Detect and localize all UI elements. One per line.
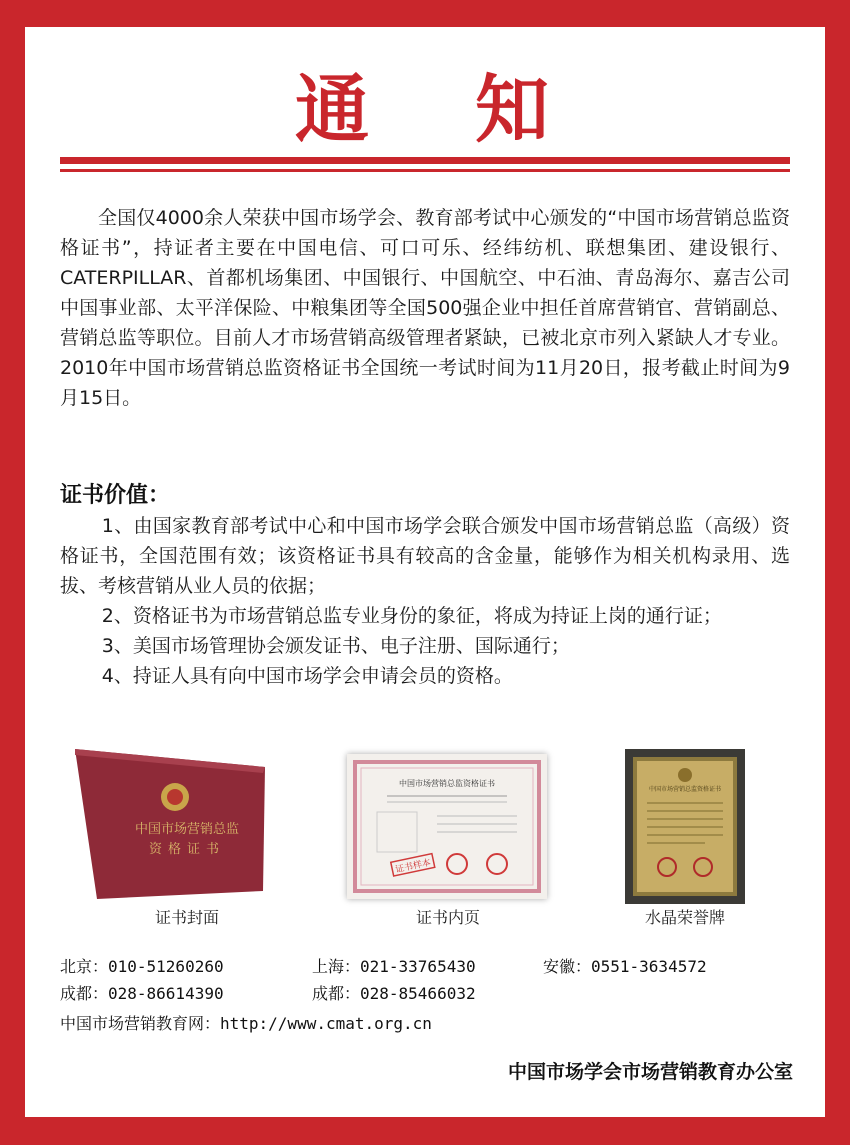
seal-icon [447, 854, 467, 874]
certificate-cover-image [75, 749, 270, 899]
value-item-4: 4、持证人具有向中国市场学会申请会员的资格。 [101, 665, 513, 687]
seal-icon [487, 854, 507, 874]
page-title [25, 65, 825, 155]
contact-anhui: 安徽：0551-3634572 [543, 957, 707, 976]
intro-paragraph: 全国仅4000余人荣获中国市场学会、教育部考试中心颁发的“中国市场营销总监资格证书”，持证者主要在中国电信、可口可乐、经纬纺机、联想集团、建设银行、CATERPILLAR、首都机场集团、中国银行、中国航空、中石油、青岛海尔、嘉吉公司中国事业部、太平洋保险、中粮集团等全国500强企业中担任首席营销官、营销副总、营销总监等职位。目前人才市场营销高级管理者紧缺，已被北京市列入紧缺人才专业。 2010年中国市场营销总监资格证书全国统一考试时间为11月20日，报考截止时间为9月15日。 [60, 207, 790, 409]
website-link: 中国市场营销教育网：http://www.cmat.org.cn [60, 1014, 432, 1033]
title-divider-thick [60, 157, 790, 164]
value-list [60, 511, 790, 691]
inner-header: 中国市场营销总监资格证书 [399, 779, 495, 788]
emblem-icon [678, 768, 692, 782]
cover-text-line2: 资格证书 [148, 842, 226, 857]
honor-plaque-image [625, 749, 745, 904]
value-item-1: 1、由国家教育部考试中心和中国市场学会联合颁发中国市场营销总监（高级）资格证书，全国范围有效；该资格证书具有较高的含金量，能够作为相关机构录用、选拔、考核营销从业人员的依据； [60, 515, 790, 597]
section-title: 证书价值： [60, 483, 171, 508]
title-char-1: 通 [295, 67, 375, 153]
plaque-header: 中国市场营销总监资格证书 [648, 786, 722, 793]
cover-caption: 证书封面 [154, 908, 219, 927]
inner-caption: 证书内页 [415, 908, 480, 927]
contact-chengdu-1: 成都：028-86614390 [60, 984, 224, 1003]
organization-name: 中国市场学会市场营销教育办公室 [507, 1061, 793, 1083]
value-item-3: 3、美国市场管理协会颁发证书、电子注册、国际通行； [101, 635, 570, 657]
plaque-caption: 水晶荣誉牌 [644, 908, 725, 927]
contact-shanghai: 上海：021-33765430 [312, 957, 476, 976]
contact-chengdu-2: 成都：028-85466032 [312, 984, 476, 1003]
title-char-2: 知 [475, 67, 555, 153]
sample-stamp: 证书样本 [394, 858, 432, 876]
value-item-2: 2、资格证书为市场营销总监专业身份的象征，将成为持证上岗的通行证； [101, 605, 722, 627]
title-divider-thin [60, 169, 790, 172]
notice-page [25, 27, 825, 1117]
cover-text-line1: 中国市场营销总监 [134, 822, 240, 837]
certificate-inner-image [347, 754, 547, 899]
contact-beijing: 北京：010-51260260 [60, 957, 224, 976]
